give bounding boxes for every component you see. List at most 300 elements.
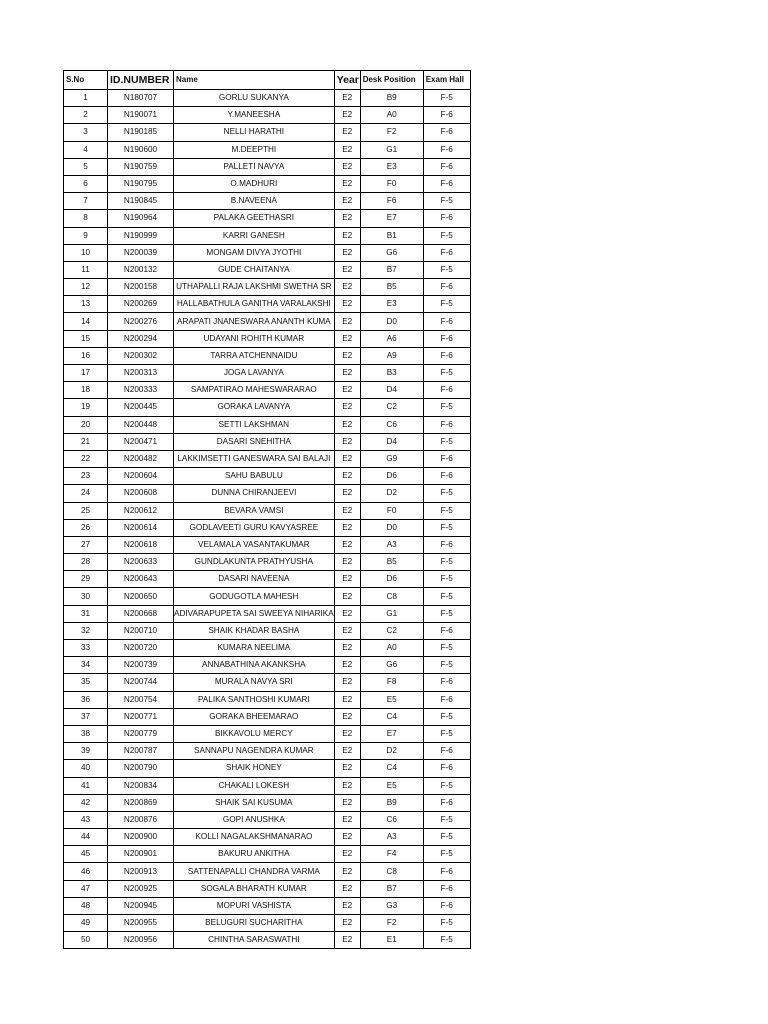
cell-desk-position: F2: [360, 124, 423, 141]
cell-desk-position: D0: [360, 313, 423, 330]
cell-name: MOPURI VASHISTA: [174, 897, 335, 914]
cell-desk-position: E5: [360, 691, 423, 708]
cell-exam-hall: F-5: [423, 605, 470, 622]
table-row: [64, 915, 471, 932]
cell-id-number: N190600: [108, 141, 174, 158]
cell-id-number: N200834: [108, 777, 174, 794]
cell-exam-hall: F-5: [423, 657, 470, 674]
cell-name: KUMARA NEELIMA: [174, 640, 335, 657]
cell-exam-hall: F-5: [423, 554, 470, 571]
cell-year: E2: [334, 485, 360, 502]
table-row: [64, 829, 471, 846]
cell-sno: 7: [64, 193, 108, 210]
cell-desk-position: B3: [360, 365, 423, 382]
cell-sno: 15: [64, 330, 108, 347]
cell-desk-position: B7: [360, 880, 423, 897]
cell-desk-position: C8: [360, 588, 423, 605]
cell-exam-hall: F-5: [423, 227, 470, 244]
cell-name: DASARI SNEHITHA: [174, 433, 335, 450]
cell-sno: 42: [64, 794, 108, 811]
cell-year: E2: [334, 794, 360, 811]
cell-name: CHINTHA SARASWATHI: [174, 932, 335, 949]
table-row: [64, 743, 471, 760]
cell-desk-position: C2: [360, 622, 423, 639]
cell-name: UDAYANI ROHITH KUMAR: [174, 330, 335, 347]
cell-sno: 14: [64, 313, 108, 330]
cell-year: E2: [334, 691, 360, 708]
cell-year: E2: [334, 330, 360, 347]
cell-exam-hall: F-5: [423, 708, 470, 725]
cell-name: PALAKA GEETHASRI: [174, 210, 335, 227]
cell-id-number: N200333: [108, 382, 174, 399]
cell-desk-position: G1: [360, 141, 423, 158]
cell-sno: 8: [64, 210, 108, 227]
cell-sno: 37: [64, 708, 108, 725]
cell-desk-position: A3: [360, 536, 423, 553]
cell-year: E2: [334, 502, 360, 519]
cell-desk-position: A0: [360, 107, 423, 124]
cell-sno: 32: [64, 622, 108, 639]
cell-desk-position: A0: [360, 640, 423, 657]
cell-exam-hall: F-6: [423, 691, 470, 708]
cell-exam-hall: F-6: [423, 450, 470, 467]
cell-exam-hall: F-5: [423, 915, 470, 932]
cell-name: SHAIK SAI KUSUMA: [174, 794, 335, 811]
table-row: [64, 502, 471, 519]
cell-year: E2: [334, 347, 360, 364]
table-row: [64, 725, 471, 742]
cell-name: SAMPATIRAO MAHESWARARAO: [174, 382, 335, 399]
cell-year: E2: [334, 829, 360, 846]
cell-exam-hall: F-6: [423, 743, 470, 760]
cell-year: E2: [334, 657, 360, 674]
cell-name: LAKKIMSETTI GANESWARA SAI BALAJI: [174, 450, 335, 467]
cell-year: E2: [334, 932, 360, 949]
table-row: [64, 107, 471, 124]
table-row: [64, 365, 471, 382]
cell-exam-hall: F-6: [423, 880, 470, 897]
cell-exam-hall: F-5: [423, 519, 470, 536]
table-row: [64, 536, 471, 553]
header-row: [64, 71, 471, 90]
cell-sno: 44: [64, 829, 108, 846]
table-row: [64, 846, 471, 863]
cell-name: SOGALA BHARATH KUMAR: [174, 880, 335, 897]
cell-year: E2: [334, 915, 360, 932]
cell-id-number: N200313: [108, 365, 174, 382]
cell-sno: 3: [64, 124, 108, 141]
table-row: [64, 640, 471, 657]
cell-year: E2: [334, 175, 360, 192]
cell-desk-position: B9: [360, 794, 423, 811]
cell-id-number: N200668: [108, 605, 174, 622]
cell-name: BEVARA VAMSI: [174, 502, 335, 519]
cell-exam-hall: F-5: [423, 90, 470, 107]
cell-name: KOLLI NAGALAKSHMANARAO: [174, 829, 335, 846]
cell-id-number: N190795: [108, 175, 174, 192]
cell-sno: 35: [64, 674, 108, 691]
cell-exam-hall: F-6: [423, 347, 470, 364]
cell-exam-hall: F-6: [423, 760, 470, 777]
cell-sno: 17: [64, 365, 108, 382]
cell-desk-position: G6: [360, 244, 423, 261]
cell-name: VELAMALA VASANTAKUMAR: [174, 536, 335, 553]
cell-year: E2: [334, 244, 360, 261]
cell-name: B.NAVEENA: [174, 193, 335, 210]
cell-sno: 25: [64, 502, 108, 519]
cell-name: GUNDLAKUNTA PRATHYUSHA: [174, 554, 335, 571]
cell-id-number: N200445: [108, 399, 174, 416]
cell-desk-position: F8: [360, 674, 423, 691]
cell-sno: 49: [64, 915, 108, 932]
cell-year: E2: [334, 90, 360, 107]
cell-exam-hall: F-6: [423, 897, 470, 914]
cell-year: E2: [334, 382, 360, 399]
cell-name: SETTI LAKSHMAN: [174, 416, 335, 433]
cell-sno: 21: [64, 433, 108, 450]
table-row: [64, 554, 471, 571]
cell-name: ARAPATI JNANESWARA ANANTH KUMA: [174, 313, 335, 330]
cell-year: E2: [334, 399, 360, 416]
cell-name: SHAIK KHADAR BASHA: [174, 622, 335, 639]
cell-id-number: N200482: [108, 450, 174, 467]
cell-sno: 28: [64, 554, 108, 571]
table-row: [64, 571, 471, 588]
cell-year: E2: [334, 743, 360, 760]
table-row: [64, 880, 471, 897]
cell-year: E2: [334, 107, 360, 124]
cell-id-number: N200471: [108, 433, 174, 450]
cell-name: TARRA ATCHENNAIDU: [174, 347, 335, 364]
cell-exam-hall: F-5: [423, 502, 470, 519]
cell-sno: 10: [64, 244, 108, 261]
cell-name: SATTENAPALLI CHANDRA VARMA: [174, 863, 335, 880]
cell-exam-hall: F-5: [423, 846, 470, 863]
cell-exam-hall: F-6: [423, 158, 470, 175]
cell-desk-position: G3: [360, 897, 423, 914]
cell-desk-position: C6: [360, 416, 423, 433]
cell-exam-hall: F-6: [423, 674, 470, 691]
cell-id-number: N200269: [108, 296, 174, 313]
cell-exam-hall: F-6: [423, 622, 470, 639]
cell-sno: 41: [64, 777, 108, 794]
cell-exam-hall: F-6: [423, 124, 470, 141]
cell-exam-hall: F-6: [423, 279, 470, 296]
cell-exam-hall: F-6: [423, 244, 470, 261]
table-row: [64, 244, 471, 261]
cell-desk-position: D2: [360, 743, 423, 760]
table-row: [64, 141, 471, 158]
cell-desk-position: G1: [360, 605, 423, 622]
cell-exam-hall: F-6: [423, 468, 470, 485]
cell-sno: 29: [64, 571, 108, 588]
cell-desk-position: B9: [360, 90, 423, 107]
cell-sno: 38: [64, 725, 108, 742]
cell-exam-hall: F-6: [423, 210, 470, 227]
table-row: [64, 485, 471, 502]
table-row: [64, 863, 471, 880]
cell-name: DASARI NAVEENA: [174, 571, 335, 588]
cell-name: GOPI ANUSHKA: [174, 811, 335, 828]
cell-id-number: N190845: [108, 193, 174, 210]
table-row: [64, 468, 471, 485]
cell-exam-hall: F-6: [423, 416, 470, 433]
cell-id-number: N200779: [108, 725, 174, 742]
cell-year: E2: [334, 674, 360, 691]
cell-exam-hall: F-5: [423, 829, 470, 846]
table-row: [64, 210, 471, 227]
cell-sno: 45: [64, 846, 108, 863]
cell-desk-position: E7: [360, 210, 423, 227]
header-desk-position: Desk Position: [360, 71, 423, 90]
cell-id-number: N200744: [108, 674, 174, 691]
cell-year: E2: [334, 124, 360, 141]
table-row: [64, 124, 471, 141]
cell-id-number: N200913: [108, 863, 174, 880]
cell-name: CHAKALI LOKESH: [174, 777, 335, 794]
cell-year: E2: [334, 210, 360, 227]
cell-year: E2: [334, 725, 360, 742]
cell-name: NELLI HARATHI: [174, 124, 335, 141]
cell-desk-position: A6: [360, 330, 423, 347]
cell-id-number: N200158: [108, 279, 174, 296]
cell-id-number: N200771: [108, 708, 174, 725]
cell-year: E2: [334, 880, 360, 897]
cell-desk-position: C4: [360, 760, 423, 777]
cell-name: ANNABATHINA AKANKSHA: [174, 657, 335, 674]
cell-sno: 18: [64, 382, 108, 399]
cell-year: E2: [334, 193, 360, 210]
cell-exam-hall: F-5: [423, 932, 470, 949]
cell-sno: 4: [64, 141, 108, 158]
cell-name: MURALA NAVYA SRI: [174, 674, 335, 691]
cell-exam-hall: F-5: [423, 193, 470, 210]
cell-sno: 34: [64, 657, 108, 674]
cell-year: E2: [334, 158, 360, 175]
cell-id-number: N190071: [108, 107, 174, 124]
cell-id-number: N190759: [108, 158, 174, 175]
cell-id-number: N180707: [108, 90, 174, 107]
cell-id-number: N200614: [108, 519, 174, 536]
cell-year: E2: [334, 227, 360, 244]
table-row: [64, 399, 471, 416]
cell-id-number: N200956: [108, 932, 174, 949]
cell-exam-hall: F-6: [423, 107, 470, 124]
cell-exam-hall: F-5: [423, 485, 470, 502]
cell-sno: 11: [64, 261, 108, 278]
cell-exam-hall: F-6: [423, 313, 470, 330]
cell-desk-position: E1: [360, 932, 423, 949]
table-row: [64, 605, 471, 622]
table-row: [64, 811, 471, 828]
cell-sno: 1: [64, 90, 108, 107]
cell-desk-position: D2: [360, 485, 423, 502]
cell-year: E2: [334, 296, 360, 313]
table-row: [64, 313, 471, 330]
cell-year: E2: [334, 536, 360, 553]
cell-exam-hall: F-5: [423, 811, 470, 828]
cell-name: PALLETI NAVYA: [174, 158, 335, 175]
cell-year: E2: [334, 554, 360, 571]
cell-name: SAHU BABULU: [174, 468, 335, 485]
cell-exam-hall: F-6: [423, 536, 470, 553]
cell-name: MONGAM DIVYA JYOTHI: [174, 244, 335, 261]
table-row: [64, 347, 471, 364]
cell-desk-position: D0: [360, 519, 423, 536]
cell-name: GORLU SUKANYA: [174, 90, 335, 107]
table-row: [64, 897, 471, 914]
cell-exam-hall: F-5: [423, 261, 470, 278]
cell-id-number: N190185: [108, 124, 174, 141]
cell-year: E2: [334, 571, 360, 588]
table-row: [64, 382, 471, 399]
cell-sno: 13: [64, 296, 108, 313]
cell-id-number: N190999: [108, 227, 174, 244]
cell-sno: 50: [64, 932, 108, 949]
cell-id-number: N200710: [108, 622, 174, 639]
cell-desk-position: E3: [360, 296, 423, 313]
cell-exam-hall: F-5: [423, 725, 470, 742]
cell-sno: 36: [64, 691, 108, 708]
cell-name: DUNNA CHIRANJEEVI: [174, 485, 335, 502]
cell-id-number: N200294: [108, 330, 174, 347]
table-row: [64, 760, 471, 777]
cell-desk-position: G9: [360, 450, 423, 467]
cell-sno: 27: [64, 536, 108, 553]
cell-exam-hall: F-5: [423, 365, 470, 382]
table-row: [64, 90, 471, 107]
table-row: [64, 691, 471, 708]
cell-id-number: N200900: [108, 829, 174, 846]
cell-desk-position: B5: [360, 279, 423, 296]
cell-desk-position: D6: [360, 571, 423, 588]
cell-id-number: N200790: [108, 760, 174, 777]
cell-year: E2: [334, 261, 360, 278]
header-id-number: ID.NUMBER: [108, 71, 174, 90]
cell-exam-hall: F-5: [423, 588, 470, 605]
cell-name: BELUGURI SUCHARITHA: [174, 915, 335, 932]
cell-name: KARRI GANESH: [174, 227, 335, 244]
cell-sno: 16: [64, 347, 108, 364]
cell-sno: 26: [64, 519, 108, 536]
cell-exam-hall: F-6: [423, 141, 470, 158]
cell-id-number: N200633: [108, 554, 174, 571]
cell-year: E2: [334, 450, 360, 467]
table-row: [64, 794, 471, 811]
cell-year: E2: [334, 279, 360, 296]
cell-desk-position: F6: [360, 193, 423, 210]
cell-desk-position: E7: [360, 725, 423, 742]
cell-id-number: N200276: [108, 313, 174, 330]
cell-year: E2: [334, 605, 360, 622]
cell-name: HALLABATHULA GANITHA VARALAKSHI: [174, 296, 335, 313]
cell-year: E2: [334, 760, 360, 777]
cell-exam-hall: F-6: [423, 863, 470, 880]
table-row: [64, 296, 471, 313]
cell-sno: 33: [64, 640, 108, 657]
table-row: [64, 158, 471, 175]
cell-name: GUDE CHAITANYA: [174, 261, 335, 278]
cell-name: PALIKA SANTHOSHI KUMARI: [174, 691, 335, 708]
cell-desk-position: B5: [360, 554, 423, 571]
table-row: [64, 330, 471, 347]
cell-desk-position: C2: [360, 399, 423, 416]
cell-sno: 40: [64, 760, 108, 777]
table-row: [64, 622, 471, 639]
cell-name: ADIVARAPUPETA SAI SWEEYA NIHARIKA: [174, 605, 335, 622]
cell-id-number: N200955: [108, 915, 174, 932]
cell-year: E2: [334, 519, 360, 536]
cell-name: UTHAPALLI RAJA LAKSHMI SWETHA SR: [174, 279, 335, 296]
table-row: [64, 519, 471, 536]
cell-id-number: N190964: [108, 210, 174, 227]
cell-desk-position: C6: [360, 811, 423, 828]
cell-year: E2: [334, 468, 360, 485]
table-body: [64, 90, 471, 949]
cell-exam-hall: F-6: [423, 794, 470, 811]
cell-sno: 9: [64, 227, 108, 244]
cell-sno: 30: [64, 588, 108, 605]
cell-sno: 39: [64, 743, 108, 760]
cell-name: JOGA LAVANYA: [174, 365, 335, 382]
cell-exam-hall: F-5: [423, 777, 470, 794]
cell-id-number: N200720: [108, 640, 174, 657]
header-year: Year: [334, 71, 360, 90]
cell-year: E2: [334, 777, 360, 794]
cell-exam-hall: F-5: [423, 399, 470, 416]
table-row: [64, 175, 471, 192]
cell-id-number: N200448: [108, 416, 174, 433]
cell-sno: 6: [64, 175, 108, 192]
cell-exam-hall: F-6: [423, 175, 470, 192]
cell-exam-hall: F-5: [423, 571, 470, 588]
seating-table: [63, 70, 471, 949]
cell-id-number: N200925: [108, 880, 174, 897]
cell-id-number: N200901: [108, 846, 174, 863]
cell-id-number: N200039: [108, 244, 174, 261]
table-row: [64, 227, 471, 244]
cell-year: E2: [334, 588, 360, 605]
cell-desk-position: F0: [360, 502, 423, 519]
cell-desk-position: F0: [360, 175, 423, 192]
cell-sno: 12: [64, 279, 108, 296]
cell-id-number: N200608: [108, 485, 174, 502]
cell-exam-hall: F-6: [423, 330, 470, 347]
cell-desk-position: D4: [360, 433, 423, 450]
cell-year: E2: [334, 313, 360, 330]
table-row: [64, 777, 471, 794]
cell-exam-hall: F-6: [423, 382, 470, 399]
cell-desk-position: E5: [360, 777, 423, 794]
cell-sno: 22: [64, 450, 108, 467]
cell-year: E2: [334, 863, 360, 880]
cell-sno: 24: [64, 485, 108, 502]
cell-id-number: N200787: [108, 743, 174, 760]
seating-sheet: [63, 70, 471, 949]
header-sno: S.No: [64, 71, 108, 90]
cell-exam-hall: F-5: [423, 433, 470, 450]
cell-id-number: N200604: [108, 468, 174, 485]
cell-sno: 20: [64, 416, 108, 433]
cell-year: E2: [334, 416, 360, 433]
cell-id-number: N200876: [108, 811, 174, 828]
table-row: [64, 588, 471, 605]
cell-sno: 31: [64, 605, 108, 622]
cell-sno: 19: [64, 399, 108, 416]
table-row: [64, 433, 471, 450]
table-row: [64, 674, 471, 691]
cell-id-number: N200945: [108, 897, 174, 914]
